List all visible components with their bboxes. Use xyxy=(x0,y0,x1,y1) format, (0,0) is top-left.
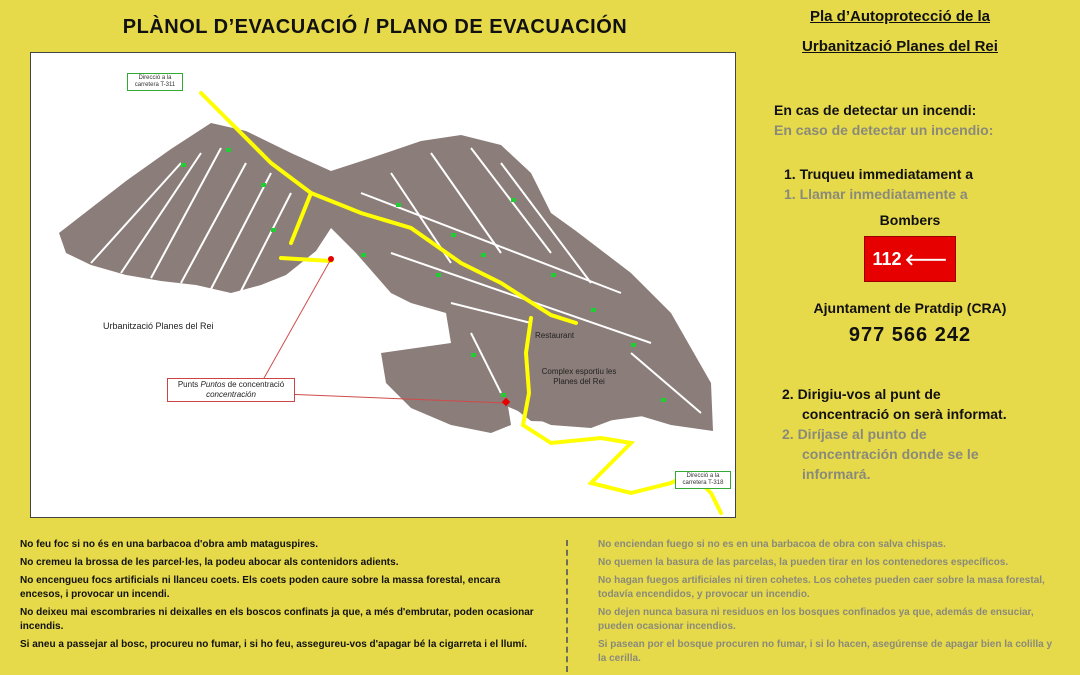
callout-es-1: Puntos xyxy=(200,380,226,389)
council-label: Ajuntament de Pratdip (CRA) xyxy=(813,300,1007,316)
direction-top-label: Direcció a la carretera T-311 xyxy=(127,73,183,91)
instructions-panel xyxy=(740,0,1080,520)
callout-es-2: concentración xyxy=(206,390,256,399)
rule-ca: No deixeu mai escombraries ni deixalles en els boscos confinats ja que, a més d'embrutar, poden ocasionar incendis. xyxy=(20,607,534,632)
rules-catalan xyxy=(20,538,540,656)
rule-es: No enciendan fuego si no es en una barbacoa de obra con salva chispas. xyxy=(598,539,946,550)
detect-es: En caso de detectar un incendio: xyxy=(774,122,994,138)
step1-ca: 1. Truqueu immediatament a xyxy=(784,166,974,182)
sports-complex-label: Complex esportiu les Planes del Rei xyxy=(541,367,617,386)
step2-es-2: concentración donde se le xyxy=(802,446,979,462)
restaurant-label: Restaurant xyxy=(535,331,575,340)
rule-es: No quemen la basura de las parcelas, la pueden tirar en los contenedores específicos. xyxy=(598,557,1009,568)
detect-ca: En cas de detectar un incendi: xyxy=(774,102,977,118)
rule-ca: No encengueu focs artificials ni llanceu coets. Els coets poden caure sobre la massa forestal, encara encesos, i provocar un incendi. xyxy=(20,575,501,600)
plan-title-line1: Pla d’Autoprotecció de la xyxy=(809,8,991,25)
concentration-callout xyxy=(167,378,295,402)
rule-es: Si pasean por el bosque procuren no fumar, i si lo hacen, asegúrense de apagar bien la colilla y la cerilla. xyxy=(598,639,1053,664)
urbanization-label: Urbanització Planes del Rei xyxy=(103,321,214,331)
emergency-number: 112 xyxy=(872,248,902,269)
step1-es: 1. Llamar inmediatamente a xyxy=(784,186,968,202)
arrow-left-icon: 🡐 xyxy=(904,251,948,269)
map-drawing xyxy=(31,53,736,518)
rule-es: No dejen nunca basura ni residuos en los bosques confinados ya que, además de ensuciar, pueden ocasionar incendios. xyxy=(598,607,1034,632)
emergency-number-box xyxy=(864,236,956,282)
step2-ca-1: 2. Dirigiu-vos al punt de xyxy=(782,386,941,402)
step2-es-1: 2. Diríjase al punto de xyxy=(782,426,927,442)
plan-title-line2: Urbanització Planes del Rei xyxy=(802,38,998,55)
callout-ca-1: Punts xyxy=(177,380,199,389)
rules-divider xyxy=(566,540,568,672)
callout-ca-2: de concentració xyxy=(227,380,285,389)
firefighters-label: Bombers xyxy=(879,212,941,228)
direction-bottom-label: Direcció a la carretera T-318 xyxy=(675,471,731,489)
evacuation-map xyxy=(30,52,736,518)
concentration-point-north xyxy=(328,256,334,262)
step2-es-3: informará. xyxy=(802,466,871,482)
council-number: 977 566 242 xyxy=(848,324,972,346)
rule-ca: No cremeu la brossa de les parcel·les, la podeu abocar als contenidors adients. xyxy=(20,557,399,568)
rule-ca: No feu foc si no és en una barbacoa d'obra amb mataguspires. xyxy=(20,539,319,550)
page-title: PLÀNOL D’EVACUACIÓ / PLANO DE EVACUACIÓN xyxy=(122,16,628,38)
step2-ca-2: concentració on serà informat. xyxy=(802,406,1007,422)
rule-es: No hagan fuegos artificiales ni tiren cohetes. Los cohetes pueden caer sobre la masa forestal, todavía encendidos, y provocar un incendio. xyxy=(598,575,1045,600)
rule-ca: Si aneu a passejar al bosc, procureu no fumar, i si ho feu, assegureu-vos d'apagar bé la cigarreta i el llumí. xyxy=(20,639,527,650)
rules-spanish xyxy=(598,538,1058,670)
